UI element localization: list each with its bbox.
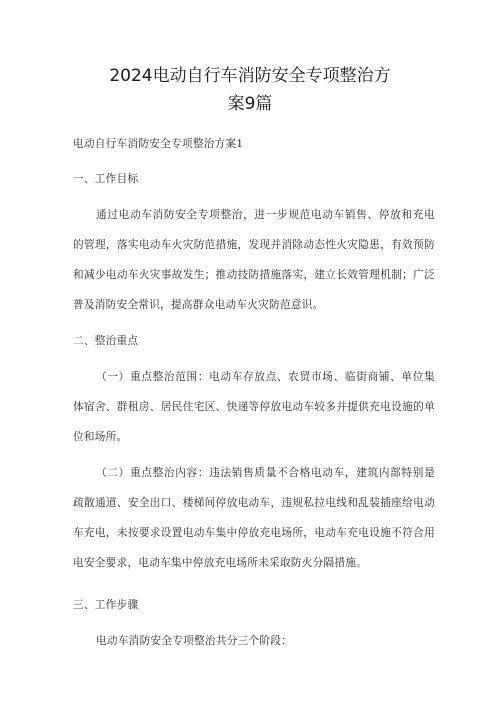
section-heading-key-points: 二、整治重点	[73, 335, 139, 347]
paragraph-line: 体宿舍、群租房、居民住宅区、快递等停放电动车较多并提供充电设施的单	[73, 401, 435, 413]
document-title-line-1: 2024电动自行车消防安全专项整治方	[109, 66, 391, 86]
paragraph-line: 和减少电动车火灾事故发生；推动技防措施落实，建立长效管理机制；广泛	[73, 269, 435, 281]
paragraph-line: 普及消防安全常识，提高群众电动车火灾防范意识。	[73, 299, 324, 311]
paragraph-line: 疏散通道、安全出口、楼梯间停放电动车，违规私拉电线和乱装插座给电动	[73, 497, 435, 509]
paragraph-line: 通过电动车消防安全专项整治，进一步规范电动车销售、停放和充电	[96, 209, 435, 221]
section-heading-work-steps: 三、工作步骤	[73, 599, 139, 611]
section-heading-work-goal: 一、工作目标	[73, 173, 139, 185]
document-subtitle: 电动自行车消防安全专项整治方案1	[73, 138, 244, 150]
paragraph-line: 的管理，落实电动车火灾防范措施，发现并消除动态性火灾隐患，有效预防	[73, 239, 435, 251]
paragraph-line: 位和场所。	[73, 431, 128, 443]
paragraph-line: （二）重点整治内容：违法销售质量不合格电动车，建筑内部特别是	[96, 467, 435, 479]
paragraph-line: 车充电，未按要求设置电动车集中停放充电场所，电动车充电设施不符合用	[73, 527, 435, 539]
paragraph-line: 电安全要求，电动车集中停放充电场所未采取防火分隔措施。	[73, 557, 368, 569]
paragraph-line: 电动车消防安全专项整治共分三个阶段：	[96, 635, 293, 647]
paragraph-line: （一）重点整治范围：电动车存放点、农贸市场、临街商铺、单位集	[96, 371, 435, 383]
document-title-line-2: 案9篇	[227, 94, 273, 114]
